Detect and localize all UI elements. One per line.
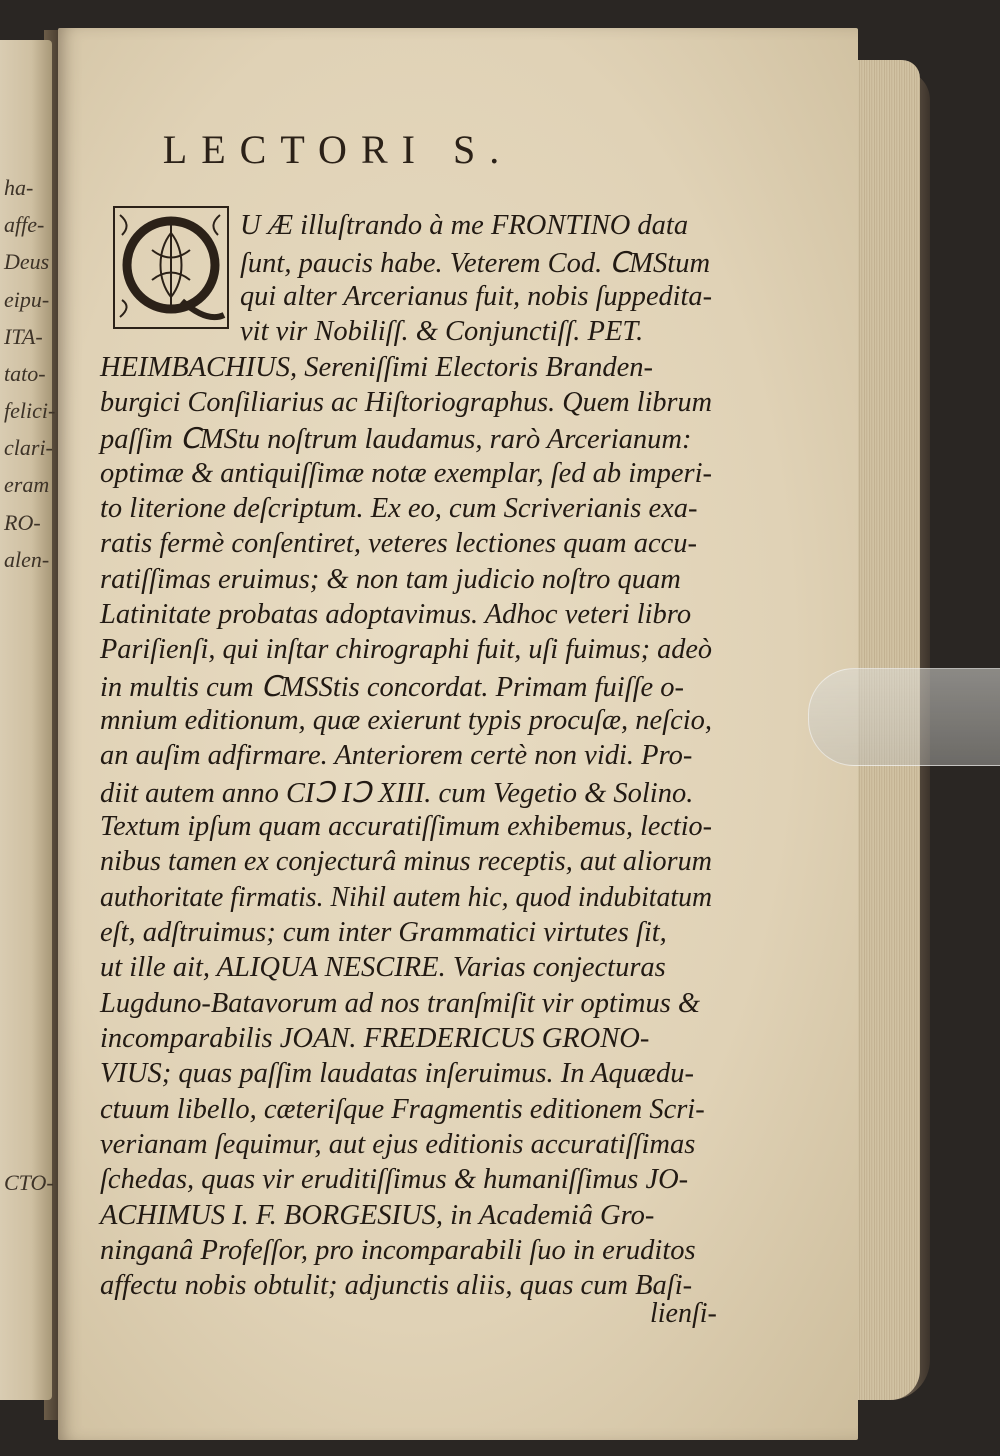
margin-fragment: tato- [4, 361, 46, 386]
text-line: U Æ illuſtrando à me FRONTINO data [240, 210, 689, 241]
text-line: Textum ipſum quam accuratiſſimum exhibemus, lectio- [100, 811, 712, 842]
text-line: to literione deſcriptum. Ex eo, cum Scriverianis exa- [100, 493, 698, 524]
margin-fragment: ha- [4, 175, 34, 200]
margin-fragment: Deus [4, 249, 50, 274]
catchword: lienſi- [650, 1298, 717, 1329]
text-line: incomparabilis JOAN. FREDERICUS GRONO- [100, 1023, 650, 1054]
text-line: an auſim adfirmare. Anteriorem certè non vidi. Pro- [100, 740, 693, 771]
text-line: ctuum libello, cæteriſque Fragmentis editionem Scri- [100, 1094, 705, 1125]
text-line: VIUS; quas paſſim laudatas inſeruimus. In Aquædu- [100, 1058, 695, 1089]
text-line: Latinitate probatas adoptavimus. Adhoc veteri libro [100, 599, 692, 630]
text-line: ſunt, paucis habe. Veterem Cod. ⅭMStum [240, 248, 711, 279]
margin-fragment: affe- [4, 212, 45, 237]
text-line: burgici Conſiliarius ac Hiſtoriographus. Quem librum [100, 387, 712, 418]
text-line: in multis cum ⅭMSStis concordat. Primam fuiſſe o- [100, 672, 685, 703]
text-line: diit autem anno CIↃ IↃ XIII. cum Vegetio & Solino. [100, 778, 694, 809]
page-clip [808, 668, 1000, 766]
margin-fragment: RO- [4, 510, 41, 535]
text-line: eſt, adſtruimus; cum inter Grammatici virtutes ſit, [100, 917, 667, 948]
margin-fragment: ITA- [4, 324, 43, 349]
text-line: vit vir Nobiliſſ. & Conjunctiſſ. PET. [240, 316, 644, 347]
decorated-initial-icon [112, 205, 230, 330]
margin-fragment: alen- [4, 547, 50, 572]
text-line: paſſim ⅭMStu noſtrum laudamus, rarò Arcerianum: [100, 424, 692, 455]
text-line: authoritate firmatis. Nihil autem hic, quod indubitatum [100, 882, 712, 913]
text-line: verianam ſequimur, aut ejus editionis accuratiſſimas [100, 1129, 696, 1160]
text-line: ratis fermè conſentiret, veteres lectiones quam accu- [100, 528, 697, 559]
margin-fragment: clari- [4, 435, 53, 460]
text-line: mnium editionum, quæ exierunt typis procuſæ, neſcio, [100, 705, 712, 736]
margin-fragment: felici- [4, 398, 56, 423]
text-line: Pariſienſi, qui inſtar chirographi fuit, uſi fuimus; adeò [100, 634, 712, 665]
margin-fragment: eram [4, 472, 50, 497]
text-line: optimæ & antiquiſſimæ notæ exemplar, ſed ab imperi- [100, 458, 712, 489]
text-line: affectu nobis obtulit; adjunctis aliis, quas cum Baſi- [100, 1270, 693, 1301]
text-line: ninganâ Profeſſor, pro incomparabili ſuo in eruditos [100, 1235, 696, 1266]
text-line: nibus tamen ex conjecturâ minus receptis, aut aliorum [100, 846, 712, 877]
text-line: ratiſſimas eruimus; & non tam judicio noſtro quam [100, 564, 681, 595]
text-line: HEIMBACHIUS, Sereniſſimi Electoris Branden- [100, 352, 653, 383]
page-header: LECTORI S. [162, 127, 514, 172]
text-line: ACHIMUS I. F. BORGESIUS, in Academiâ Gro- [100, 1200, 655, 1231]
text-line: ut ille ait, ALIQUA NESCIRE. Varias conjecturas [100, 952, 666, 983]
text-line: qui alter Arcerianus fuit, nobis ſuppedita- [240, 281, 712, 312]
text-line: Lugduno-Batavorum ad nos tranſmiſit vir optimus & [100, 988, 701, 1019]
margin-fragment: CTO- [4, 1170, 54, 1195]
margin-fragment: eipu- [4, 287, 50, 312]
facing-page-edge [0, 40, 56, 1400]
text-line: ſchedas, quas vir eruditiſſimus & humaniſſimus JO- [100, 1164, 689, 1195]
